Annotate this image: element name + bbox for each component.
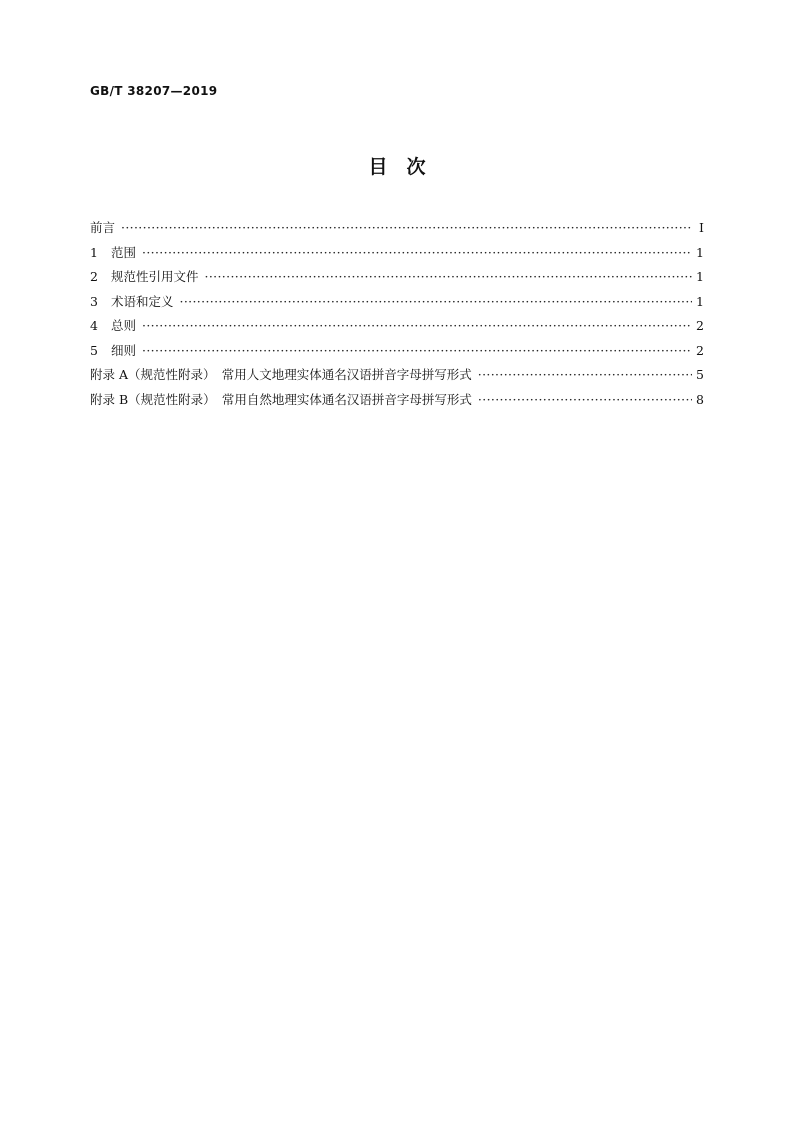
toc-entry-page: 1 — [696, 269, 704, 284]
toc-entry-rules[interactable] — [90, 339, 704, 364]
toc-entry-page: 2 — [696, 318, 704, 333]
toc-entry-general[interactable] — [90, 314, 704, 339]
standard-code: GB/T 38207—2019 — [90, 84, 218, 98]
toc-entry-normative-references[interactable] — [90, 265, 704, 290]
toc-entry-label: 附录 A（规范性附录） 常用人文地理实体通名汉语拼音字母拼写形式 — [90, 367, 472, 382]
toc-entry-terms[interactable] — [90, 290, 704, 315]
toc-entry-number: 3 — [90, 293, 98, 309]
toc-entry-page: I — [699, 220, 704, 235]
page-title: 目 次 — [368, 156, 426, 178]
toc-entry-label — [90, 241, 136, 266]
toc-entry-page: 1 — [696, 293, 704, 309]
toc-entry-page: 5 — [696, 367, 704, 382]
toc-entry-text: 范围 — [111, 244, 137, 260]
toc-entry-number: 2 — [90, 269, 98, 284]
toc-entry-annex-b[interactable] — [90, 388, 704, 413]
toc-entry-text: 总则 — [111, 318, 137, 333]
toc-entry-label — [90, 339, 136, 364]
dot-leader — [478, 363, 692, 388]
dot-leader — [121, 216, 692, 241]
dot-leader — [142, 241, 692, 266]
toc-entry-number: 1 — [90, 244, 98, 260]
toc-entry-page: 8 — [696, 391, 704, 407]
dot-leader — [142, 314, 692, 339]
dot-leader — [180, 290, 692, 315]
toc-entry-scope[interactable] — [90, 241, 704, 266]
toc-entry-label: 前言 — [90, 220, 116, 235]
dot-leader — [205, 265, 692, 290]
toc-entry-page: 1 — [696, 244, 704, 260]
toc-entry-label — [90, 290, 174, 315]
toc-entry-page: 2 — [696, 342, 704, 358]
toc-entry-number: 5 — [90, 342, 98, 358]
toc-entry-label — [90, 314, 136, 339]
toc-entry-number: 4 — [90, 318, 98, 333]
toc-entry-foreword[interactable] — [90, 216, 704, 241]
dot-leader — [478, 388, 692, 413]
dot-leader — [142, 339, 692, 364]
toc-entry-annex-a[interactable] — [90, 363, 704, 388]
toc-entry-label: 附录 B（规范性附录） 常用自然地理实体通名汉语拼音字母拼写形式 — [90, 391, 472, 407]
toc-entry-text: 规范性引用文件 — [111, 269, 199, 284]
toc-entry-label — [90, 265, 199, 290]
toc-entry-text: 细则 — [111, 342, 137, 358]
toc-entry-text: 术语和定义 — [111, 293, 174, 309]
table-of-contents — [90, 216, 704, 412]
